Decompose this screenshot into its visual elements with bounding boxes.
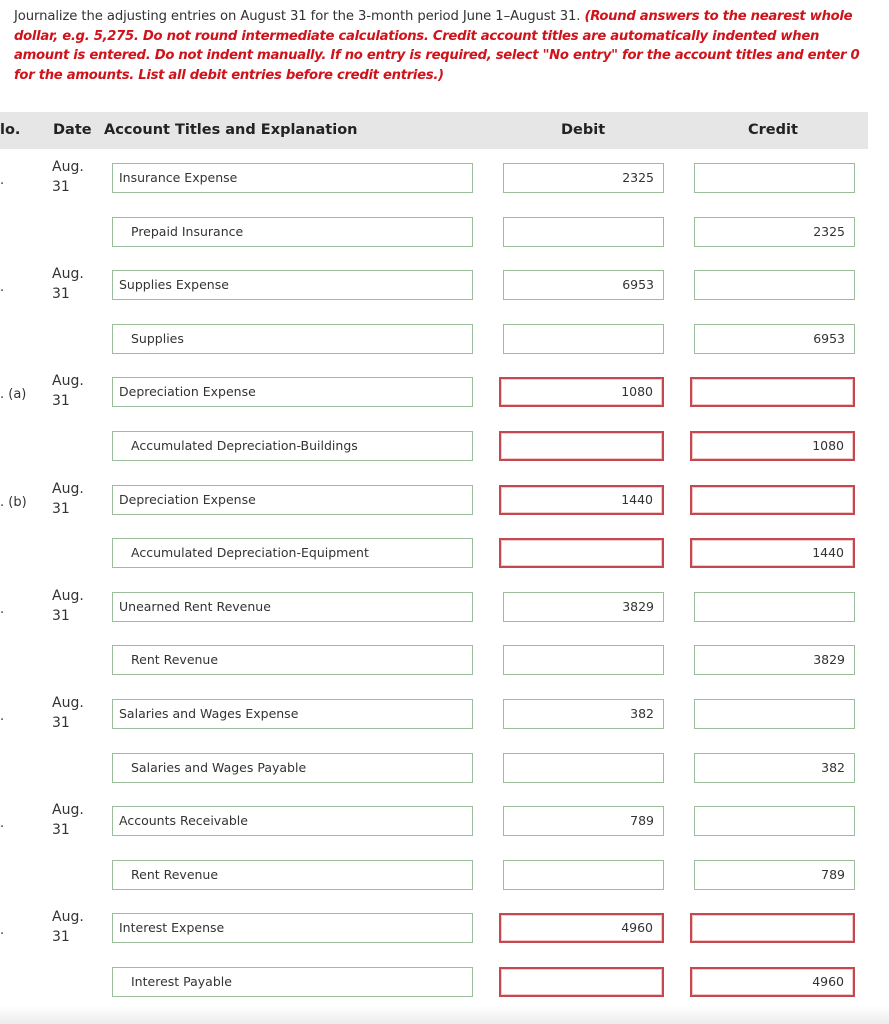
- journal-row: [0, 538, 889, 578]
- entry-number: .: [0, 923, 5, 938]
- entry-date: [52, 371, 84, 411]
- account-title-field[interactable]: Supplies Expense: [112, 270, 473, 300]
- entry-date: [52, 586, 84, 626]
- debit-amount-field[interactable]: 6953: [503, 270, 664, 300]
- header-account: Account Titles and Explanation: [104, 122, 358, 138]
- entry-date: [52, 907, 84, 947]
- account-title-field[interactable]: Accumulated Depreciation-Buildings: [112, 431, 473, 461]
- credit-amount-field[interactable]: 1440: [690, 538, 855, 568]
- account-title-field[interactable]: Interest Expense: [112, 913, 473, 943]
- debit-amount-field[interactable]: [503, 645, 664, 675]
- date-day: 31: [52, 179, 70, 195]
- header-credit: Credit: [748, 122, 798, 138]
- journal-row: [0, 373, 889, 417]
- account-title-field[interactable]: Rent Revenue: [112, 645, 473, 675]
- account-title-field[interactable]: Salaries and Wages Payable: [112, 753, 473, 783]
- debit-amount-field[interactable]: [503, 860, 664, 890]
- header-debit: Debit: [561, 122, 606, 138]
- entry-number: . (a): [0, 387, 27, 402]
- credit-amount-field[interactable]: 1080: [690, 431, 855, 461]
- account-title-field[interactable]: Interest Payable: [112, 967, 473, 997]
- date-day: 31: [52, 822, 70, 838]
- debit-amount-field[interactable]: 1440: [499, 485, 664, 515]
- journal-row: [0, 324, 889, 364]
- journal-row: [0, 481, 889, 525]
- header-date: Date: [53, 122, 92, 138]
- debit-amount-field[interactable]: [503, 217, 664, 247]
- entry-number: .: [0, 709, 5, 724]
- credit-amount-field[interactable]: 4960: [690, 967, 855, 997]
- credit-amount-field[interactable]: 6953: [694, 324, 855, 354]
- credit-amount-field[interactable]: 382: [694, 753, 855, 783]
- account-title-field[interactable]: Supplies: [112, 324, 473, 354]
- debit-amount-field[interactable]: 3829: [503, 592, 664, 622]
- debit-amount-field[interactable]: 4960: [499, 913, 664, 943]
- journal-row: [0, 860, 889, 900]
- journal-row: [0, 753, 889, 793]
- debit-amount-field[interactable]: [499, 431, 664, 461]
- journal-row: [0, 802, 889, 846]
- journal-row: [0, 695, 889, 739]
- date-month: Aug.: [52, 695, 84, 711]
- instructions-note: (Round answers to the nearest whole dollar, e.g. 5,275. Do not round intermediate calculations. Credit account titles are automatically indented when amount is entered. Do not indent manually. If no entry is required, select "No entry" for the account titles and enter 0 for the amounts. List all debit entries before credit entries.): [14, 9, 860, 83]
- account-title-field[interactable]: Rent Revenue: [112, 860, 473, 890]
- credit-amount-field[interactable]: 789: [694, 860, 855, 890]
- debit-amount-field[interactable]: 789: [503, 806, 664, 836]
- account-title-field[interactable]: Depreciation Expense: [112, 485, 473, 515]
- date-month: Aug.: [52, 909, 84, 925]
- credit-amount-field[interactable]: [690, 485, 855, 515]
- date-month: Aug.: [52, 481, 84, 497]
- credit-amount-field[interactable]: [694, 699, 855, 729]
- entry-number: .: [0, 280, 5, 295]
- journal-row: [0, 645, 889, 685]
- debit-amount-field[interactable]: [499, 967, 664, 997]
- debit-amount-field[interactable]: [503, 753, 664, 783]
- account-title-field[interactable]: Accounts Receivable: [112, 806, 473, 836]
- table-header: [0, 112, 868, 149]
- bottom-edge: [0, 1006, 889, 1024]
- debit-amount-field[interactable]: [503, 324, 664, 354]
- instructions: [14, 7, 876, 85]
- date-day: 31: [52, 393, 70, 409]
- debit-amount-field[interactable]: 382: [503, 699, 664, 729]
- debit-amount-field[interactable]: 2325: [503, 163, 664, 193]
- credit-amount-field[interactable]: [694, 592, 855, 622]
- credit-amount-field[interactable]: [694, 806, 855, 836]
- entry-date: [52, 800, 84, 840]
- header-no: lo.: [0, 122, 21, 138]
- journal-row: [0, 909, 889, 953]
- journal-row: [0, 967, 889, 1007]
- credit-amount-field[interactable]: [690, 377, 855, 407]
- account-title-field[interactable]: Insurance Expense: [112, 163, 473, 193]
- entry-date: [52, 479, 84, 519]
- credit-amount-field[interactable]: [694, 163, 855, 193]
- entry-date: [52, 264, 84, 304]
- date-month: Aug.: [52, 588, 84, 604]
- entry-number: .: [0, 602, 5, 617]
- entry-date: [52, 693, 84, 733]
- account-title-field[interactable]: Prepaid Insurance: [112, 217, 473, 247]
- date-day: 31: [52, 501, 70, 517]
- date-month: Aug.: [52, 373, 84, 389]
- entry-number: .: [0, 173, 5, 188]
- journal-row: [0, 431, 889, 471]
- date-day: 31: [52, 286, 70, 302]
- date-month: Aug.: [52, 266, 84, 282]
- debit-amount-field[interactable]: [499, 538, 664, 568]
- journal-row: [0, 159, 889, 203]
- account-title-field[interactable]: Depreciation Expense: [112, 377, 473, 407]
- account-title-field[interactable]: Salaries and Wages Expense: [112, 699, 473, 729]
- date-month: Aug.: [52, 802, 84, 818]
- date-month: Aug.: [52, 159, 84, 175]
- credit-amount-field[interactable]: 2325: [694, 217, 855, 247]
- account-title-field[interactable]: Accumulated Depreciation-Equipment: [112, 538, 473, 568]
- date-day: 31: [52, 715, 70, 731]
- journal-row: [0, 217, 889, 257]
- credit-amount-field[interactable]: [690, 913, 855, 943]
- date-day: 31: [52, 929, 70, 945]
- credit-amount-field[interactable]: [694, 270, 855, 300]
- entry-number: .: [0, 816, 5, 831]
- journal-row: [0, 266, 889, 310]
- entry-date: [52, 157, 84, 197]
- debit-amount-field[interactable]: 1080: [499, 377, 664, 407]
- instructions-text: Journalize the adjusting entries on August 31 for the 3-month period June 1–August 31.: [14, 9, 585, 24]
- credit-amount-field[interactable]: 3829: [694, 645, 855, 675]
- entry-number: . (b): [0, 495, 27, 510]
- journal-row: [0, 588, 889, 632]
- date-day: 31: [52, 608, 70, 624]
- account-title-field[interactable]: Unearned Rent Revenue: [112, 592, 473, 622]
